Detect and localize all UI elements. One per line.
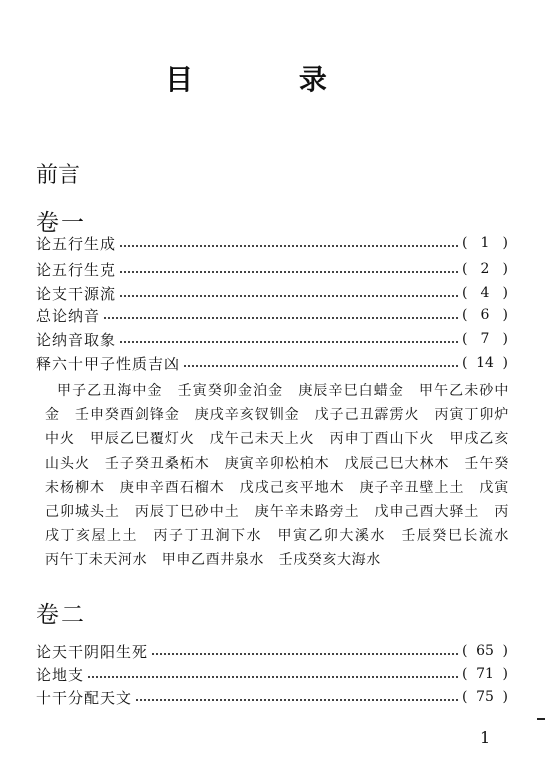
toc-entry-page: ( 75 ) — [462, 689, 508, 705]
toc-entry[interactable] — [36, 232, 508, 254]
toc-entry[interactable] — [36, 304, 508, 326]
toc-entry-page: ( 71 ) — [462, 666, 508, 682]
toc-entry-label: 论五行生成 — [36, 234, 117, 253]
toc-entry-label: 论地支 — [36, 665, 85, 684]
toc-entry[interactable] — [36, 282, 508, 304]
leader-dots — [120, 245, 458, 247]
toc-entry-label: 十干分配天文 — [36, 688, 133, 707]
leader-dots — [136, 699, 458, 701]
toc-entry-page: ( 2 ) — [462, 261, 508, 277]
toc-entry-page: ( 65 ) — [462, 643, 508, 659]
edge-mark — [537, 718, 545, 720]
sixty-jiazi-paragraph: 甲子乙丑海中金 壬寅癸卯金泊金 庚辰辛巳白蜡金 甲午乙未砂中金 壬申癸酉剑锋金 庚戌辛亥钗钏金 戊子己丑霹雳火 丙寅丁卯炉中火 甲辰乙巳覆灯火 戊午己未天上火 丙申丁酉山下火 甲戌乙亥山头火 壬子癸丑桑柘木 庚寅辛卯松柏木 戊辰己巳大林木 壬午癸未杨柳木 庚申辛酉石榴木 戊戌己亥平地木 庚子辛丑壁上土 戊寅己卯城头土 丙辰丁巳砂中土 庚午辛未路旁土 戊申己酉大驿土 丙戌丁亥屋上土 丙子丁丑涧下水 甲寅乙卯大溪水 壬辰癸巳长流水 丙午丁未天河水 甲申乙酉井泉水 壬戌癸亥大海水 — [45, 383, 524, 569]
page-title: 目 录 — [165, 63, 375, 96]
toc-entry-label: 论纳音取象 — [36, 330, 117, 349]
leader-dots — [104, 317, 458, 319]
leader-dots — [184, 365, 458, 367]
toc-entry-page: ( 1 ) — [462, 235, 508, 251]
toc-entry-label: 释六十甲子性质吉凶 — [36, 354, 181, 373]
toc-entry-label: 论支干源流 — [36, 284, 117, 303]
toc-entry-label: 论天干阴阳生死 — [36, 642, 149, 661]
page-number: 1 — [480, 728, 491, 747]
toc-entry-label: 总论纳音 — [36, 306, 101, 325]
toc-entry[interactable] — [36, 640, 508, 662]
toc-entry-page: ( 14 ) — [462, 355, 508, 371]
toc-entry[interactable] — [36, 686, 508, 708]
toc-entry[interactable] — [36, 352, 508, 374]
toc-entry-label: 论五行生克 — [36, 260, 117, 279]
toc-entry-page: ( 6 ) — [462, 307, 508, 323]
leader-dots — [120, 341, 458, 343]
volume-1-heading[interactable]: 卷一 — [36, 210, 86, 236]
toc-entry-page: ( 7 ) — [462, 331, 508, 347]
toc-entry[interactable] — [36, 663, 508, 685]
leader-dots — [88, 676, 458, 678]
toc-entry-page: ( 4 ) — [462, 285, 508, 301]
volume-2-heading[interactable]: 卷二 — [36, 602, 86, 628]
toc-entry[interactable] — [36, 328, 508, 350]
leader-dots — [152, 653, 458, 655]
toc-preface[interactable]: 前言 — [36, 163, 81, 188]
toc-entry[interactable] — [36, 258, 508, 280]
leader-dots — [120, 271, 458, 273]
leader-dots — [120, 295, 458, 297]
